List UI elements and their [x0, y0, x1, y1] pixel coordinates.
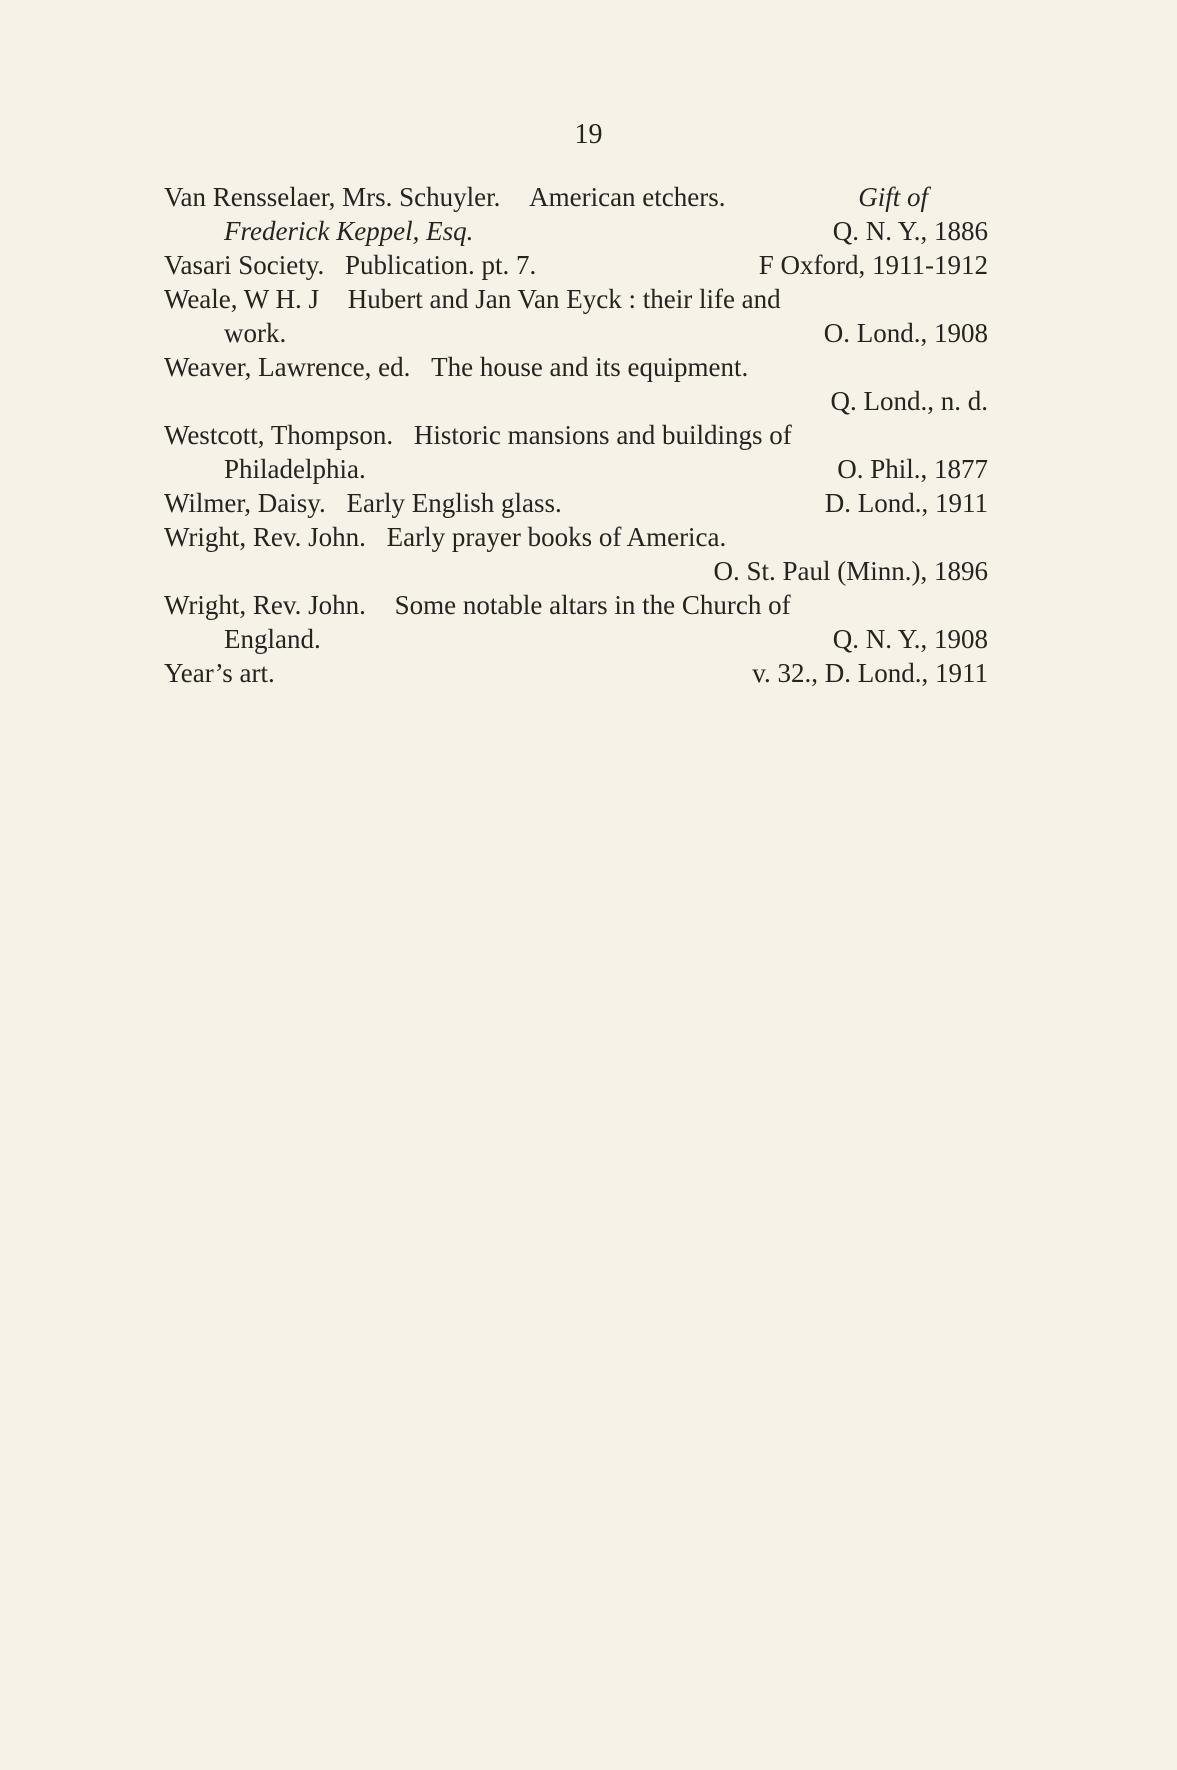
entry-author: Year’s art. — [164, 658, 275, 688]
entry-imprint: F Oxford, 1911-1912 — [758, 250, 988, 280]
bibliography-entry — [164, 486, 988, 520]
bibliography-entry — [164, 248, 988, 282]
entry-title: Historic mansions and buildings of — [413, 420, 792, 450]
bibliography-entry — [164, 350, 988, 418]
entry-line — [164, 622, 988, 656]
entry-line — [164, 214, 988, 248]
entry-author: Weale, W H. J — [164, 284, 320, 314]
entry-title: The house and its equipment. — [431, 352, 749, 382]
entry-title: Publication. pt. 7. — [344, 250, 537, 280]
entry-note: Gift of — [858, 182, 928, 212]
entry-author: Westcott, Thompson. — [164, 420, 394, 450]
entry-title: Some notable altars in the Church of — [394, 590, 791, 620]
entry-line — [164, 452, 988, 486]
bibliography-entry — [164, 418, 988, 486]
entry-line — [164, 656, 988, 690]
entry-line — [164, 180, 988, 214]
entry-line — [164, 520, 988, 554]
entry-author: Weaver, Lawrence, ed. — [164, 352, 411, 382]
entry-author: Van Rensselaer, Mrs. Schuyler. — [164, 182, 501, 212]
entry-author: Vasari Society. — [164, 250, 325, 280]
entry-line — [164, 418, 988, 452]
bibliography-entry — [164, 180, 988, 248]
entry-title: Hubert and Jan Van Eyck : their life and — [347, 284, 781, 314]
entry-line — [164, 384, 988, 418]
entry-line — [164, 588, 988, 622]
entry-title-continued: England. — [224, 624, 321, 654]
entry-line — [164, 486, 988, 520]
entry-imprint: Q. N. Y., 1908 — [832, 624, 988, 654]
bibliography-list — [164, 180, 988, 690]
bibliography-entry — [164, 282, 988, 350]
entry-imprint: O. Lond., 1908 — [823, 318, 988, 348]
entry-imprint: Q. Lond., n. d. — [830, 386, 988, 416]
entry-title: American etchers. — [529, 182, 726, 212]
entry-title: Early prayer books of America. — [386, 522, 727, 552]
entry-imprint: D. Lond., 1911 — [824, 488, 988, 518]
entry-imprint: O. St. Paul (Minn.), 1896 — [713, 556, 988, 586]
entry-line — [164, 248, 988, 282]
page-number: 19 — [574, 119, 603, 150]
entry-line — [164, 554, 988, 588]
entry-author: Wilmer, Daisy. — [164, 488, 326, 518]
entry-imprint: O. Phil., 1877 — [837, 454, 988, 484]
entry-title-continued: work. — [224, 318, 287, 348]
entry-line — [164, 282, 988, 316]
entry-author: Wright, Rev. John. — [164, 522, 366, 552]
entry-author: Wright, Rev. John. — [164, 590, 366, 620]
entry-imprint: Q. N. Y., 1886 — [832, 216, 988, 246]
entry-note: Frederick Keppel, Esq. — [224, 216, 474, 246]
bibliography-entry — [164, 520, 988, 588]
bibliography-entry — [164, 588, 988, 656]
entry-title-continued: Philadelphia. — [224, 454, 366, 484]
entry-title: Early English glass. — [346, 488, 562, 518]
entry-line — [164, 350, 988, 384]
entry-imprint: v. 32., D. Lond., 1911 — [752, 658, 988, 688]
bibliography-entry — [164, 656, 988, 690]
entry-line — [164, 316, 988, 350]
